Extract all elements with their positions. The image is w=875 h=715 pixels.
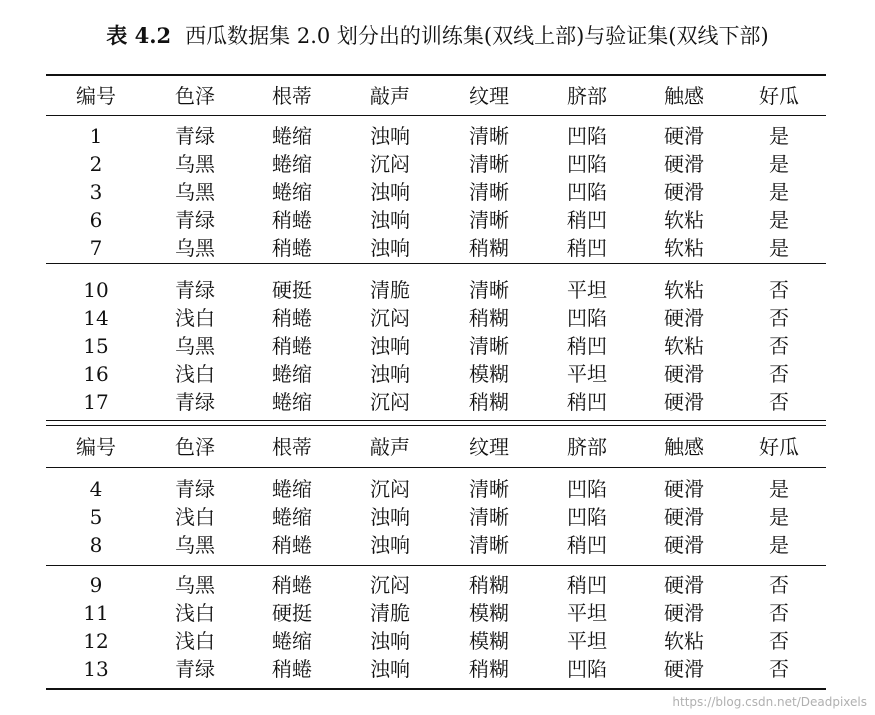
table-cell: 软粘 [664,236,704,260]
table-cell: 硬滑 [664,573,704,597]
table-cell: 硬滑 [664,124,704,148]
table-row [46,234,826,262]
table-cell: 是 [769,236,789,260]
table-cell: 清晰 [469,180,509,204]
table-cell: 15 [83,334,109,358]
table-cell: 稍凹 [567,573,607,597]
table-cell: 凹陷 [567,180,607,204]
header-cell: 根蒂 [272,435,312,459]
table-cell: 稍凹 [567,208,607,232]
table-cell: 凹陷 [567,306,607,330]
table-cell: 稍蜷 [272,657,312,681]
table-cell: 软粘 [664,334,704,358]
table-row [46,150,826,178]
table-cell: 沉闷 [370,306,410,330]
table-cell: 稍蜷 [272,533,312,557]
table-cell: 浅白 [175,306,215,330]
table-cell: 11 [83,601,109,625]
table-cell: 是 [769,208,789,232]
table-cell: 硬挺 [272,278,312,302]
table-cell: 硬滑 [664,306,704,330]
table-cell: 浊响 [370,180,410,204]
header-cell: 编号 [76,435,116,459]
table-cell: 凹陷 [567,152,607,176]
table-cell: 9 [89,573,103,597]
table-cell: 浊响 [370,657,410,681]
table-cell: 沉闷 [370,390,410,414]
table-row [46,475,826,503]
header-row-validation [46,433,826,461]
table-cell: 硬滑 [664,152,704,176]
table-cell: 稍糊 [469,573,509,597]
header-cell: 根蒂 [272,84,312,108]
table-cell: 否 [769,390,789,414]
table-cell: 否 [769,306,789,330]
table-cell: 稍凹 [567,334,607,358]
header-cell: 编号 [76,84,116,108]
table-cell: 硬滑 [664,505,704,529]
table-cell: 是 [769,124,789,148]
table-cell: 否 [769,629,789,653]
table-cell: 软粘 [664,208,704,232]
header-cell: 色泽 [175,84,215,108]
header-cell: 敲声 [370,435,410,459]
table-cell: 稍蜷 [272,236,312,260]
table-cell: 8 [89,533,103,557]
table-cell: 乌黑 [175,334,215,358]
table-cell: 蜷缩 [272,124,312,148]
table-row [46,178,826,206]
table-row [46,332,826,360]
header-cell: 脐部 [567,84,607,108]
header-row-training [46,82,826,110]
table-cell: 14 [83,306,109,330]
table-cell: 蜷缩 [272,505,312,529]
table-cell: 是 [769,180,789,204]
header-rule [46,115,826,116]
table-cell: 硬滑 [664,477,704,501]
header-cell: 触感 [664,435,704,459]
table-cell: 青绿 [175,390,215,414]
table-cell: 稍糊 [469,657,509,681]
table-row [46,206,826,234]
table-cell: 乌黑 [175,180,215,204]
table-cell: 青绿 [175,208,215,232]
table-cell: 硬滑 [664,390,704,414]
table-cell: 平坦 [567,362,607,386]
table-row [46,388,826,416]
table-cell: 清脆 [370,601,410,625]
table-cell: 17 [83,390,109,414]
table-cell: 硬滑 [664,657,704,681]
table-cell: 青绿 [175,477,215,501]
top-rule [46,74,826,76]
table-cell: 凹陷 [567,124,607,148]
bottom-rule [46,688,826,690]
table-cell: 稍蜷 [272,334,312,358]
table-cell: 浅白 [175,505,215,529]
header-cell: 色泽 [175,435,215,459]
table-cell: 蜷缩 [272,152,312,176]
table-cell: 蜷缩 [272,362,312,386]
table-cell: 是 [769,152,789,176]
table-cell: 2 [89,152,103,176]
table-cell: 蜷缩 [272,477,312,501]
table-cell: 沉闷 [370,152,410,176]
table-cell: 硬滑 [664,180,704,204]
table-row [46,304,826,332]
header-cell: 触感 [664,84,704,108]
table-cell: 清晰 [469,477,509,501]
table-cell: 稍凹 [567,390,607,414]
table-cell: 稍凹 [567,533,607,557]
table-cell: 浅白 [175,601,215,625]
training-group-rule [46,263,826,264]
table-cell: 否 [769,334,789,358]
table-cell: 清晰 [469,152,509,176]
validation-header-rule [46,467,826,468]
table-cell: 蜷缩 [272,629,312,653]
table-cell: 模糊 [469,362,509,386]
table-cell: 4 [89,477,103,501]
table-cell: 13 [83,657,109,681]
table-cell: 是 [769,533,789,557]
table-row [46,360,826,388]
table-caption [0,20,875,50]
watermark: https://blog.csdn.net/Deadpixels [672,695,867,709]
table-cell: 平坦 [567,601,607,625]
table-cell: 稍蜷 [272,573,312,597]
double-rule-upper [46,420,826,421]
table-cell: 浊响 [370,505,410,529]
table-cell: 乌黑 [175,152,215,176]
table-cell: 3 [89,180,103,204]
header-cell: 好瓜 [759,84,799,108]
table-cell: 硬挺 [272,601,312,625]
table-title: 西瓜数据集 2.0 划分出的训练集(双线上部)与验证集(双线下部) [185,24,769,48]
header-cell: 纹理 [469,435,509,459]
table-cell: 7 [89,236,103,260]
header-cell: 纹理 [469,84,509,108]
table-cell: 浊响 [370,236,410,260]
table-cell: 浊响 [370,334,410,358]
table-cell: 沉闷 [370,477,410,501]
table-cell: 沉闷 [370,573,410,597]
table-cell: 乌黑 [175,236,215,260]
table-row [46,503,826,531]
table-row [46,571,826,599]
table-cell: 浊响 [370,124,410,148]
table-cell: 凹陷 [567,477,607,501]
table-cell: 浅白 [175,362,215,386]
table-cell: 稍蜷 [272,306,312,330]
table-cell: 否 [769,278,789,302]
table-cell: 硬滑 [664,533,704,557]
table-cell: 平坦 [567,629,607,653]
table-cell: 清晰 [469,278,509,302]
table-cell: 清脆 [370,278,410,302]
header-cell: 脐部 [567,435,607,459]
table-cell: 浅白 [175,629,215,653]
table-cell: 乌黑 [175,573,215,597]
table-cell: 稍蜷 [272,208,312,232]
table-cell: 模糊 [469,629,509,653]
table-cell: 青绿 [175,278,215,302]
table-cell: 蜷缩 [272,180,312,204]
header-cell: 好瓜 [759,435,799,459]
table-cell: 浊响 [370,362,410,386]
table-cell: 青绿 [175,657,215,681]
table-cell: 6 [89,208,103,232]
table-cell: 凹陷 [567,505,607,529]
table-cell: 蜷缩 [272,390,312,414]
table-number: 表 4.2 [106,23,172,48]
table-cell: 清晰 [469,505,509,529]
table-cell: 凹陷 [567,657,607,681]
table-cell: 否 [769,573,789,597]
table-cell: 5 [89,505,103,529]
table-cell: 软粘 [664,629,704,653]
table-cell: 清晰 [469,334,509,358]
table-cell: 软粘 [664,278,704,302]
table-cell: 否 [769,362,789,386]
table-cell: 16 [83,362,109,386]
table-cell: 是 [769,505,789,529]
table-cell: 清晰 [469,208,509,232]
table-row [46,276,826,304]
table-row [46,599,826,627]
table-cell: 清晰 [469,124,509,148]
table-row [46,122,826,150]
table-cell: 硬滑 [664,601,704,625]
table-cell: 乌黑 [175,533,215,557]
table-cell: 平坦 [567,278,607,302]
table-cell: 否 [769,657,789,681]
table-cell: 12 [83,629,109,653]
header-cell: 敲声 [370,84,410,108]
table-cell: 浊响 [370,533,410,557]
table-cell: 稍凹 [567,236,607,260]
table-cell: 否 [769,601,789,625]
table-row [46,655,826,683]
table-row [46,627,826,655]
table-cell: 稍糊 [469,306,509,330]
table-cell: 青绿 [175,124,215,148]
table-cell: 浊响 [370,208,410,232]
table-cell: 模糊 [469,601,509,625]
validation-group-rule [46,565,826,566]
table-cell: 硬滑 [664,362,704,386]
table-cell: 稍糊 [469,390,509,414]
double-rule-lower [46,425,826,426]
table-cell: 浊响 [370,629,410,653]
table-cell: 10 [83,278,109,302]
table-row [46,531,826,559]
table-cell: 1 [89,124,103,148]
table-cell: 是 [769,477,789,501]
table-cell: 稍糊 [469,236,509,260]
table-cell: 清晰 [469,533,509,557]
